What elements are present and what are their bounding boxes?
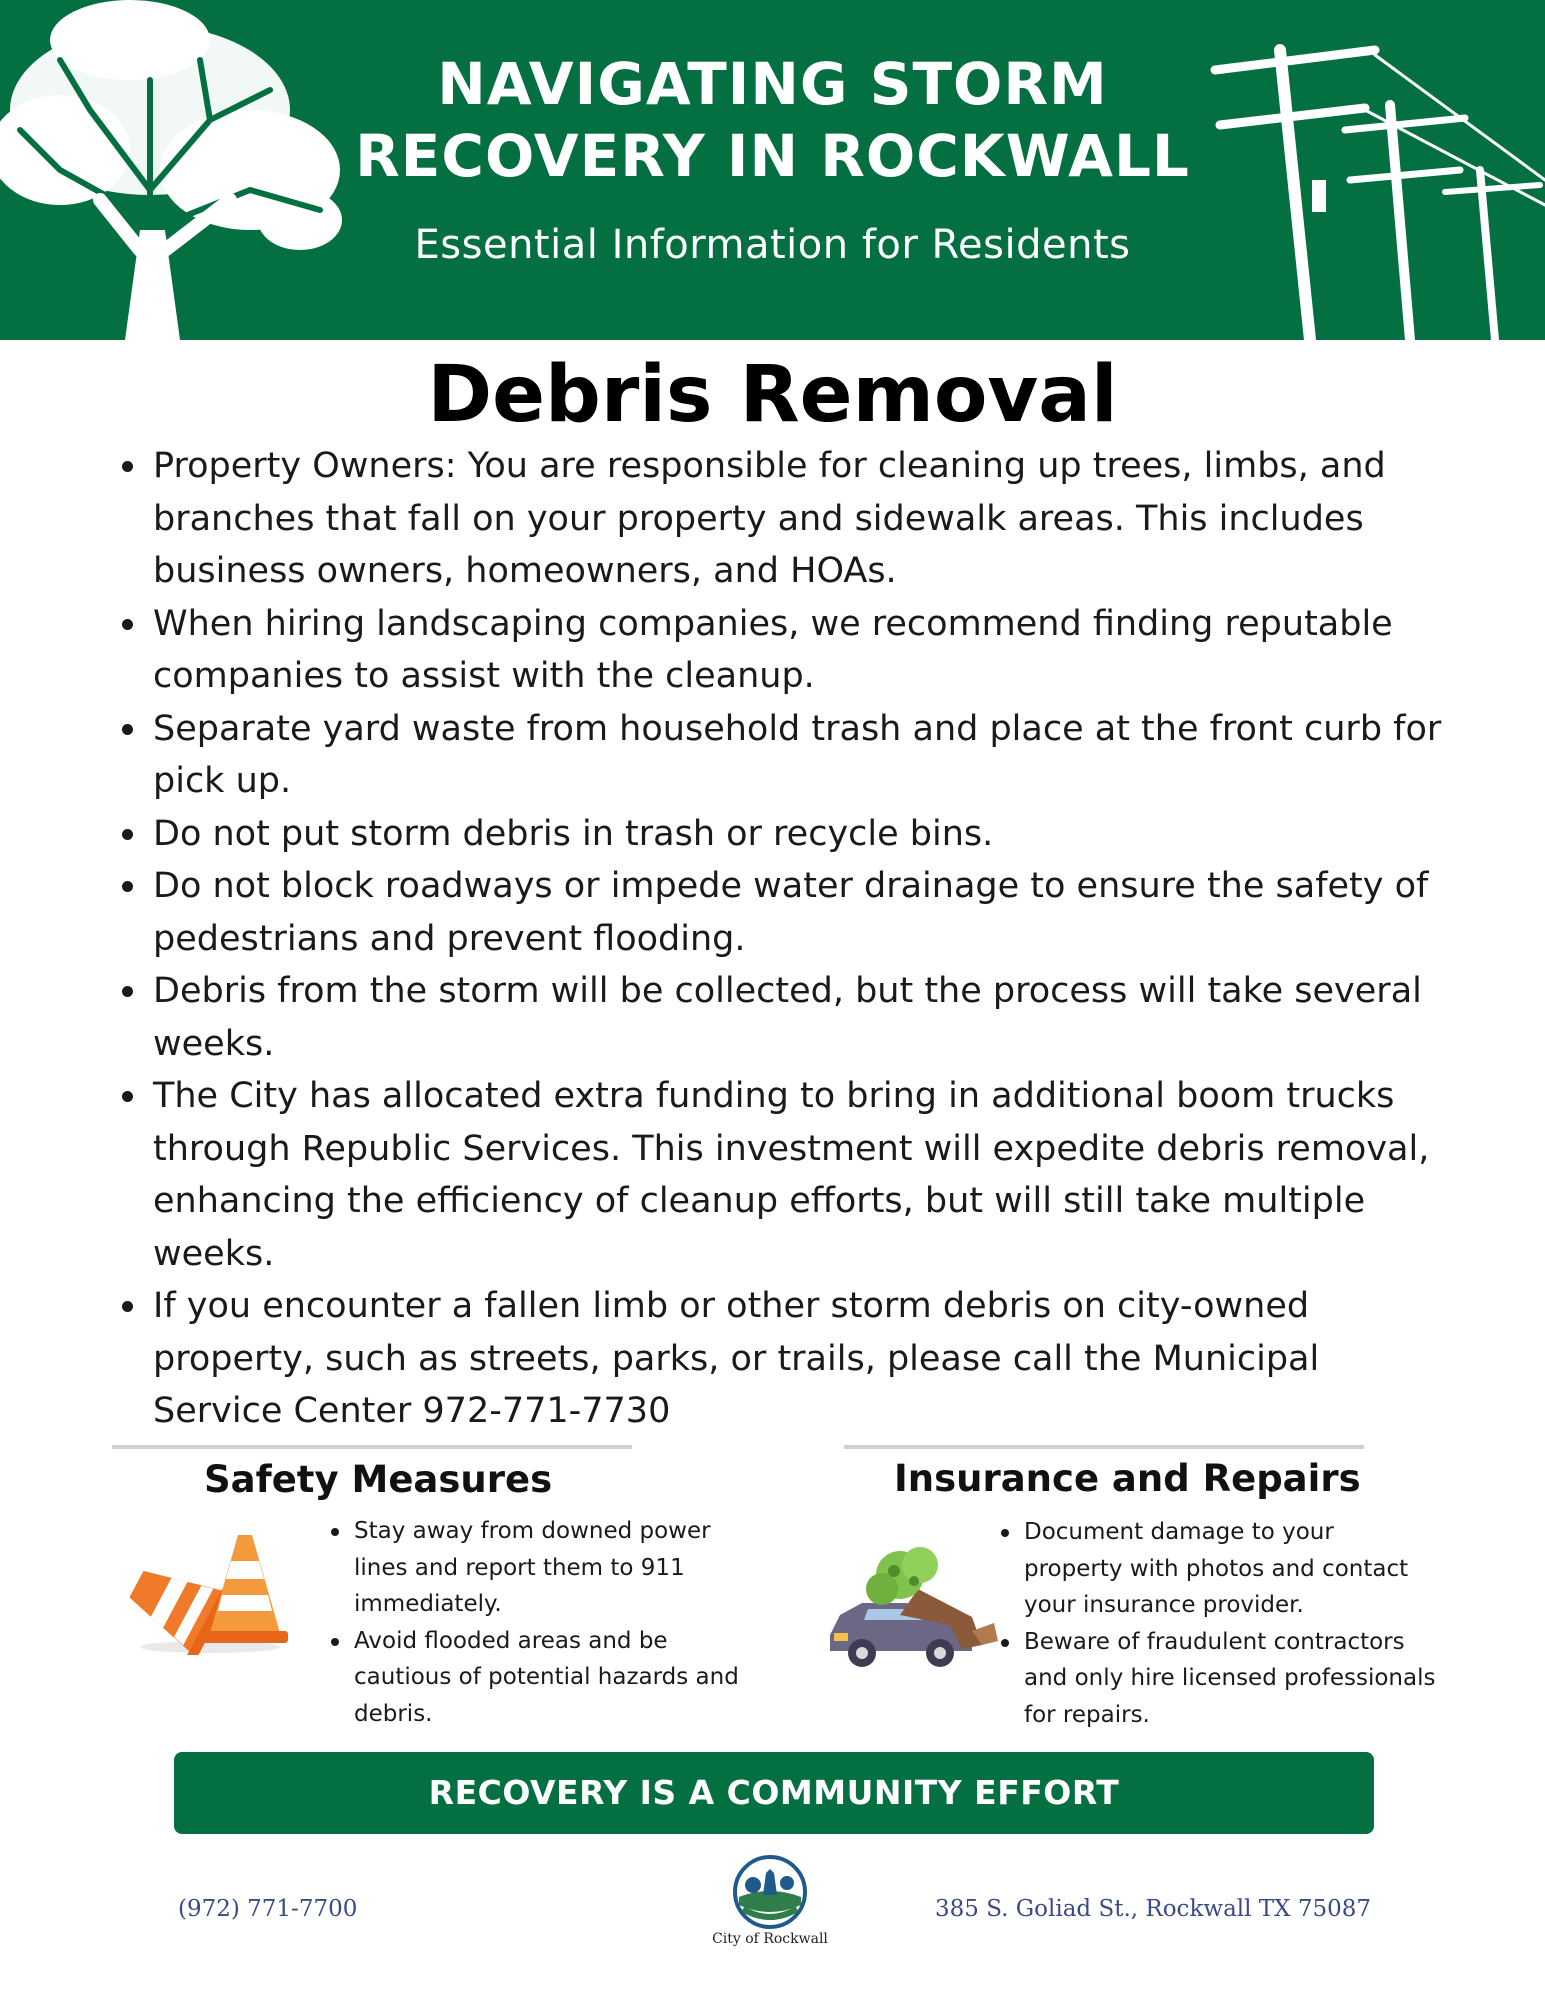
banner-text: RECOVERY IS A COMMUNITY EFFORT: [428, 1773, 1120, 1812]
page-title: NAVIGATING STORM RECOVERY IN ROCKWALL: [355, 50, 1190, 190]
debris-list: [120, 440, 1450, 1438]
insurance-repairs-title: Insurance and Repairs: [894, 1457, 1361, 1500]
divider-left: [112, 1445, 632, 1449]
list-item: Do not block roadways or impede water drainage to ensure the safety of pedestrians and prevent flooding.: [120, 860, 1450, 965]
footer-phone: (972) 771-7700: [178, 1896, 358, 1922]
safety-list: [328, 1513, 748, 1732]
list-item: Debris from the storm will be collected, but the process will take several weeks.: [120, 965, 1450, 1070]
list-item: Document damage to your property with photos and contact your insurance provider.: [998, 1514, 1438, 1624]
list-item: Beware of fraudulent contractors and only hire licensed professionals for repairs.: [998, 1624, 1438, 1734]
list-item: When hiring landscaping companies, we recommend finding reputable companies to assist with the cleanup.: [120, 598, 1450, 703]
safety-measures-title: Safety Measures: [204, 1458, 553, 1501]
list-item: Do not put storm debris in trash or recycle bins.: [120, 808, 1450, 861]
list-item: Separate yard waste from household trash and place at the front curb for pick up.: [120, 703, 1450, 808]
community-banner: [174, 1752, 1374, 1834]
insurance-list: [998, 1514, 1438, 1733]
tree-silhouette-icon: [0, 0, 345, 340]
page-subtitle: Essential Information for Residents: [414, 222, 1131, 268]
traffic-cones-icon: [130, 1525, 300, 1655]
list-item: Property Owners: You are responsible for cleaning up trees, limbs, and branches that fall on your property and sidewalk areas. This includes business owners, homeowners, and HOAs.: [120, 440, 1450, 598]
divider-right: [844, 1445, 1364, 1449]
list-item: The City has allocated extra funding to bring in additional boom trucks through Republic Services. This investment will expedite debris removal, enhancing the efficiency of cleanup efforts, but will still take multiple weeks.: [120, 1070, 1450, 1280]
fallen-tree-car-icon: [822, 1545, 1002, 1675]
list-item: Stay away from downed power lines and report them to 911 immediately.: [328, 1513, 748, 1623]
power-lines-icon: [1200, 30, 1545, 340]
city-seal-icon: [733, 1855, 807, 1929]
seal-caption: City of Rockwall: [712, 1931, 828, 1947]
list-item: Avoid flooded areas and be cautious of potential hazards and debris.: [328, 1623, 748, 1733]
debris-removal-title: Debris Removal: [427, 350, 1118, 440]
list-item: If you encounter a fallen limb or other storm debris on city-owned property, such as streets, parks, or trails, please call the Municipal Service Center 972-771-7730: [120, 1280, 1450, 1438]
header-banner: [0, 0, 1545, 340]
footer-address: 385 S. Goliad St., Rockwall TX 75087: [935, 1896, 1371, 1922]
